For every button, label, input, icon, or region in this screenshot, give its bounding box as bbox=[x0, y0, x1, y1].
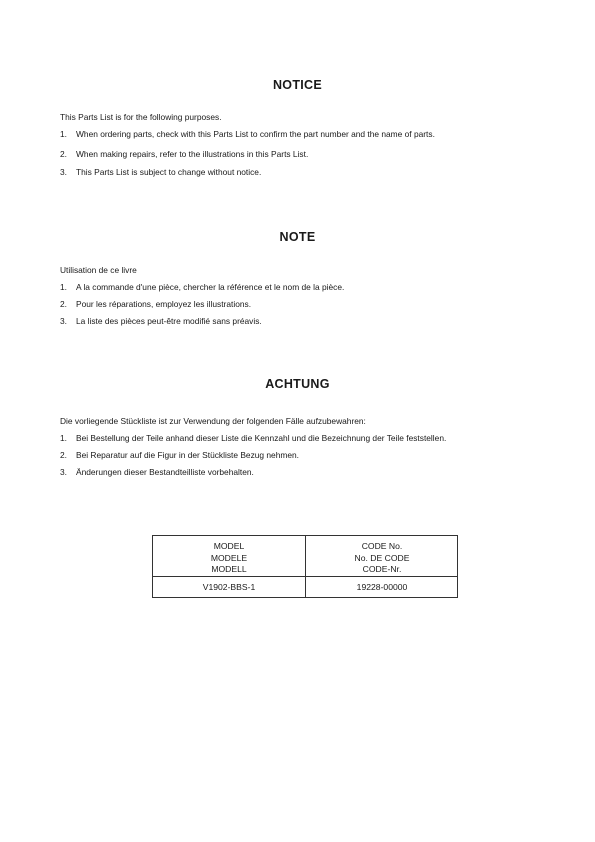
notice-section-german bbox=[0, 377, 595, 477]
notice-title: NOTICE bbox=[272, 78, 323, 92]
code-header-fr: No. DE CODE bbox=[354, 552, 410, 563]
model-header-fr: MODELE bbox=[210, 552, 248, 563]
notice-section-french bbox=[0, 230, 595, 326]
code-header-de: CODE-Nr. bbox=[362, 564, 402, 574]
model-header-de: MODELL bbox=[211, 564, 247, 574]
item-number: 1. bbox=[60, 282, 67, 292]
achtung-title: ACHTUNG bbox=[265, 377, 330, 391]
note-item-1 bbox=[60, 282, 344, 292]
notice-intro: This Parts List is for the following purposes. bbox=[60, 112, 222, 122]
achtung-item-1 bbox=[60, 433, 446, 443]
item-number: 2. bbox=[60, 450, 67, 460]
code-header-cell bbox=[306, 541, 458, 576]
item-number: 2. bbox=[60, 299, 67, 309]
item-number: 1. bbox=[60, 433, 67, 443]
model-header-cell bbox=[153, 541, 305, 576]
achtung-item-2 bbox=[60, 450, 299, 460]
item-number: 3. bbox=[60, 167, 67, 177]
table-row-divider bbox=[153, 576, 457, 577]
model-value: V1902-BBS-1 bbox=[202, 582, 256, 592]
note-title: NOTE bbox=[279, 230, 316, 244]
item-text: Pour les réparations, employez les illustrations. bbox=[76, 299, 252, 309]
notice-item-1 bbox=[60, 129, 435, 139]
item-text: This Parts List is subject to change without notice. bbox=[76, 167, 262, 177]
item-number: 2. bbox=[60, 149, 67, 159]
achtung-intro: Die vorliegende Stückliste ist zur Verwendung der folgenden Fälle aufzubewahren: bbox=[60, 416, 366, 426]
notice-item-2 bbox=[60, 149, 308, 159]
item-number: 1. bbox=[60, 129, 67, 139]
item-number: 3. bbox=[60, 467, 67, 477]
item-text: La liste des pièces peut-être modifié sans préavis. bbox=[76, 316, 262, 326]
notice-section-english bbox=[0, 78, 595, 177]
note-item-2 bbox=[60, 299, 251, 309]
item-text: When making repairs, refer to the illustrations in this Parts List. bbox=[76, 149, 309, 159]
notice-item-3 bbox=[60, 167, 261, 177]
item-text: When ordering parts, check with this Parts List to confirm the part number and the name of parts. bbox=[76, 129, 435, 139]
model-code-table bbox=[152, 535, 458, 598]
code-value: 19228-00000 bbox=[356, 582, 408, 592]
code-header-en: CODE No. bbox=[361, 541, 403, 551]
item-number: 3. bbox=[60, 316, 67, 326]
item-text: Bei Bestellung der Teile anhand dieser Liste die Kennzahl und die Bezeichnung der Teile feststellen. bbox=[76, 433, 447, 443]
model-header-en: MODEL bbox=[213, 541, 245, 551]
item-text: Änderungen dieser Bestandteilliste vorbehalten. bbox=[76, 467, 254, 477]
item-text: A la commande d'une pièce, chercher la référence et le nom de la pièce. bbox=[76, 282, 345, 292]
item-text: Bei Reparatur auf die Figur in der Stückliste Bezug nehmen. bbox=[76, 450, 299, 460]
note-item-3 bbox=[60, 316, 262, 326]
achtung-item-3 bbox=[60, 467, 254, 477]
note-intro: Utilisation de ce livre bbox=[60, 265, 137, 275]
